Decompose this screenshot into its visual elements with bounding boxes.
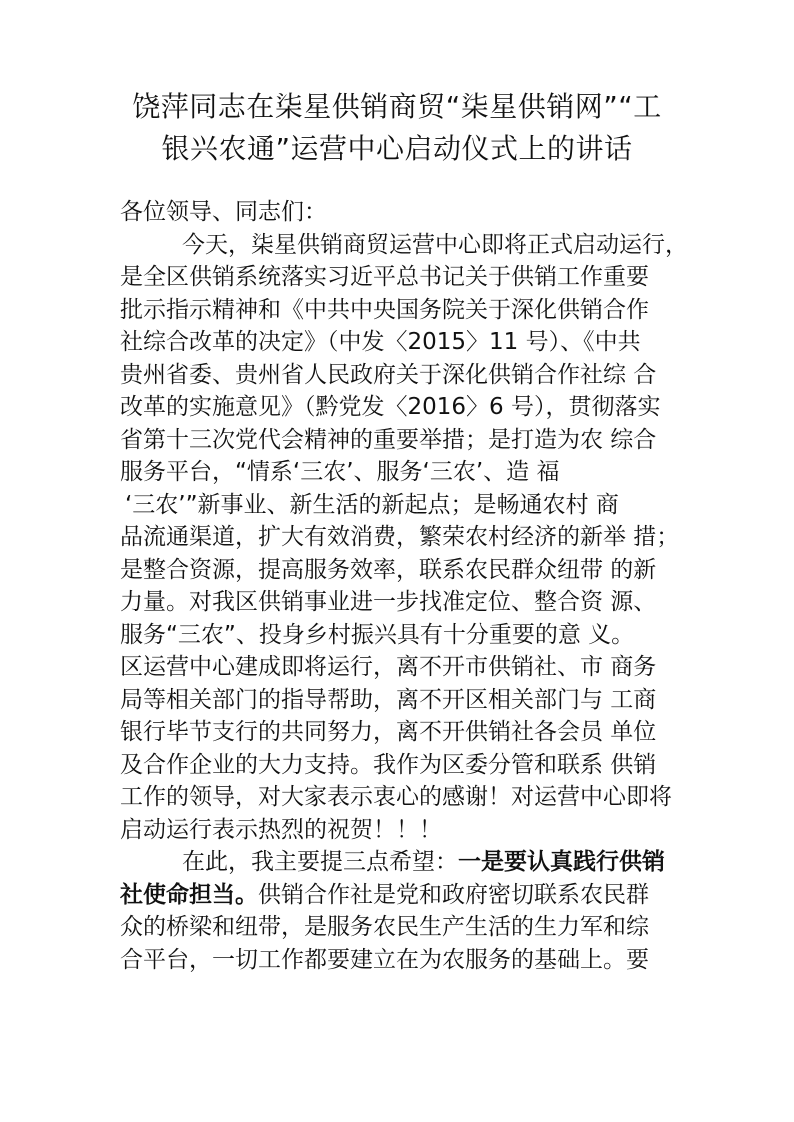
paragraph-line: 众的桥梁和纽带，是服务农民生产生活的生力军和综 (120, 914, 649, 940)
paragraph-line: 启动运行表示热烈的祝贺！！！ (120, 816, 442, 843)
paragraph-line: 社综合改革的决定》（中发〈2015〉11 号）、《中共 (120, 329, 641, 355)
first-hope-heading: 一是要认真践行供销 (458, 849, 665, 875)
paragraph-line: 今天，柒星供销商贸运营中心即将正式启动运行， (182, 231, 688, 258)
paragraph-line: 是全区供销系统落实习近平总书记关于供销工作重要 (120, 264, 649, 290)
speech-title (100, 86, 694, 170)
title-line-1: 饶萍同志在柒星供销商贸“柒星供销网”“工 (132, 90, 662, 123)
paragraph-line: 品流通渠道，扩大有效消费，繁荣农村经济的新举 措； (120, 524, 680, 550)
paragraph-line: ‘三农’”新事业、新生活的新起点；是畅通农村 商 (125, 491, 619, 518)
speech-body (120, 196, 700, 976)
paragraph-line: 银行毕节支行的共同努力，离不开供销社各会员 单位 (120, 719, 657, 745)
paragraph-line: 服务“三农”、投身乡村振兴具有十分重要的意 义。 (120, 621, 635, 648)
paragraph-2-line-2 (120, 879, 700, 912)
first-hope-heading-end: 社使命担当。 (120, 881, 258, 908)
paragraph-line: 服务平台，“情系‘三农’、服务‘三农’、造 福 (120, 459, 560, 485)
paragraph-line: 批示指示精神和《中共中央国务院关于深化供销合作 (120, 296, 649, 323)
paragraph-2-intro: 在此，我主要提三点希望： (182, 849, 458, 875)
paragraph-line: 工作的领导，对大家表示衷心的感谢！对运营中心即将 (120, 784, 672, 810)
paragraph-line: 区运营中心建成即将运行，离不开市供销社、市 商务 (120, 654, 657, 680)
title-line-2: 银兴农通”运营中心启动仪式上的讲话 (161, 132, 633, 165)
paragraph-line: 合平台，一切工作都要建立在为农服务的基础上。要 (120, 946, 649, 973)
paragraph-line: 局等相关部门的指导帮助，离不开区相关部门与 工商 (120, 686, 657, 713)
paragraph-2-line-1 (120, 846, 700, 879)
paragraph-line: 力量。对我区供销事业进一步找准定位、整合资 源、 (120, 589, 657, 615)
salutation: 各位领导、同志们： (120, 199, 327, 225)
paragraph-line: 及合作企业的大力支持。我作为区委分管和联系 供销 (120, 751, 657, 778)
paragraph-line: 改革的实施意见》（黔党发〈2016〉6 号），贯彻落实 (120, 394, 661, 420)
paragraph-line: 贵州省委、贵州省人民政府关于深化供销合作社综 合 (120, 361, 657, 388)
paragraph-line: 省第十三次党代会精神的重要举措；是打造为农 综合 (120, 426, 657, 453)
paragraph-2-text: 供销合作社是党和政府密切联系农民群 (258, 881, 649, 908)
paragraph-line: 是整合资源，提高服务效率，联系农民群众纽带 的新 (120, 556, 657, 583)
